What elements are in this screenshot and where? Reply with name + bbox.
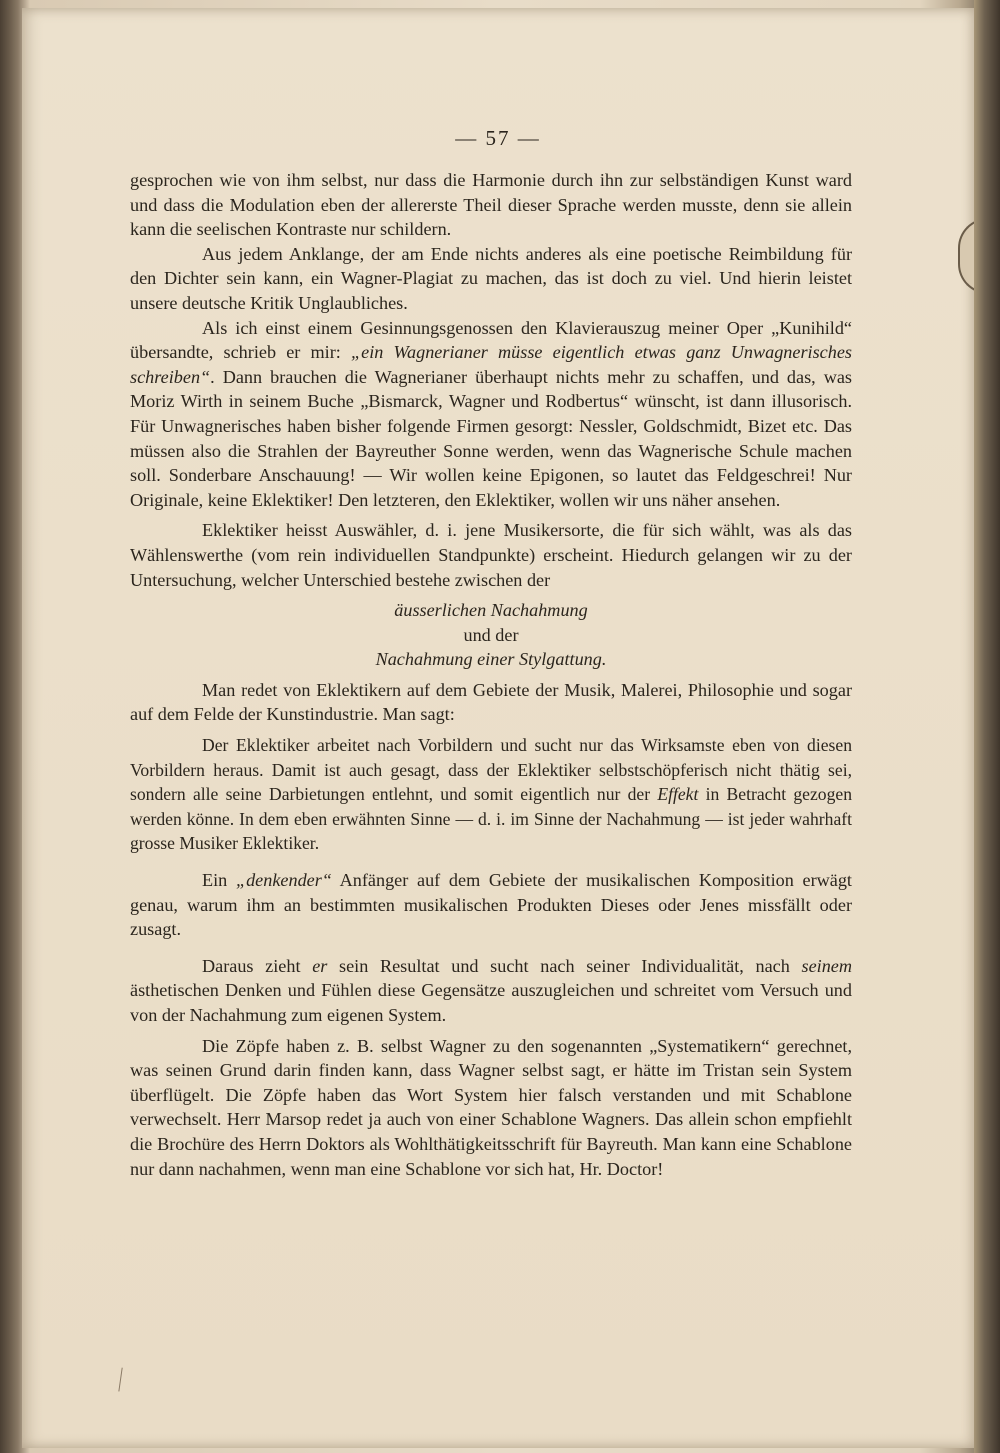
- text-run: Die Zöpfe haben z. B. selbst Wagner zu den sogenannten „Systematikern“ gerechnet, was seinen Grund darin finden kann, dass Wagner selbst sagt, er hätte im Tristan sein System überflügelt. Die Zöpfe haben das Wort System hier falsch verstanden und mit Schablone verwechselt. Herr Marsop redet ja auch von einer Schablone Wagners. Das allein schon empfiehlt die Brochüre des Herrn Doktors als Wohlthätigkeitsschrift für Bayreuth. Man kann eine Schablone nur dann nachahmen, wenn man eine Schablone vor sich hat, Hr. Doctor!: [130, 1035, 852, 1179]
- text-run: Man redet von Eklektikern auf dem Gebiete der Musik, Malerei, Philosophie und sogar auf dem Felde der Kunstindustrie. Man sagt:: [130, 679, 852, 725]
- margin-pencil-mark: [118, 1368, 128, 1393]
- paragraph-7: [130, 868, 852, 942]
- italic-run: „denkender“: [235, 870, 332, 891]
- heading-line-2: und der: [463, 624, 519, 645]
- italic-run: seinem: [801, 955, 853, 976]
- text-run: in Betracht gezogen werden könne. In dem eben erwähnten Sinne — d. i. im Sinne der Nachahmung — ist jeder wahrhaft grosse Musiker Eklektiker.: [130, 784, 852, 854]
- paragraph-8: [130, 954, 852, 1028]
- paragraph-3: [130, 316, 852, 513]
- italic-run: „ein Wagnerianer müsse eigentlich etwas ganz Unwagnerisches schreiben“: [130, 342, 852, 387]
- text-run: Der Eklektiker arbeitet nach Vorbildern und sucht nur das Wirksamste eben von diesen Vorbildern heraus. Damit ist auch gesagt, dass der Eklektiker selbstschöpferisch nicht thätig sei, sondern alle seine Darbietungen entlehnt, und somit eigentlich nur der: [130, 735, 852, 805]
- paragraph-4: [130, 518, 852, 592]
- text-run: Aus jedem Anklange, der am Ende nichts anderes als eine poetische Reimbildung für den Dichter sein kann, ein Wagner-Plagiat zu machen, das ist doch zu viel. Und hierin leistet unsere deutsche Kritik Unglaubliches.: [130, 243, 852, 313]
- body-text: [130, 168, 852, 1181]
- paragraph-1: [130, 168, 852, 242]
- paragraph-5: [130, 678, 852, 727]
- text-run: gesprochen wie von ihm selbst, nur dass die Harmonie durch ihn zur selbständigen Kunst ward und dass die Modulation eben der allererste Theil dieser Sprache werden musste, denn sie allein kann die seelischen Kontraste nur schildern.: [130, 170, 852, 240]
- text-run: Daraus zieht: [202, 955, 313, 976]
- text-run: sein Resultat und sucht nach seiner Individualität, nach: [327, 955, 802, 976]
- paragraph-2: [130, 242, 852, 316]
- italic-run: Effekt: [657, 784, 699, 805]
- text-run: Als ich einst einem Gesinnungsgenossen den Klavierauszug meiner Oper „Kunihild“ übersandte, schrieb er mir:: [130, 317, 852, 363]
- heading-line-3: Nachahmung einer Stylgattung.: [375, 649, 607, 670]
- text-run: . Dann brauchen die Wagnerianer überhaupt nichts mehr zu schaffen, und das, was Moriz Wirth in seinem Buche „Bismarck, Wagner und Rodbertus“ wünscht, ist dann illusorisch. Für Unwagnerisches haben bisher folgende Firmen gesorgt: Nessler, Goldschmidt, Bizet etc. Das müssen also die Strahlen der Bayreuther Sonne werden, wenn das Wagnerische Schule machen soll. Sonderbare Anschauung! — Wir wollen keine Epigonen, so lautet das Feldgeschrei! Nur Originale, keine Eklektiker! Den letzteren, den Eklektiker, wollen wir uns näher ansehen.: [130, 366, 852, 510]
- book-page: [22, 8, 974, 1448]
- paragraph-9: [130, 1034, 852, 1182]
- heading-line-1: äusserlichen Nachahmung: [394, 600, 588, 621]
- page-number: — 57 —: [455, 126, 541, 150]
- text-run: Eklektiker heisst Auswähler, d. i. jene Musikersorte, die für sich wählt, was als das Wählenswerthe (vom rein individuellen Standpunkte) erscheint. Hiedurch gelangen wir zu der Untersuchung, welcher Unterschied bestehe zwischen der: [130, 520, 852, 590]
- paragraph-6: [130, 733, 852, 856]
- book-edge: [974, 0, 1000, 1453]
- text-run: Anfänger auf dem Gebiete der musikalischen Komposition erwägt genau, warum ihm an bestimmten musikalischen Produkten Dieses oder Jenes missfällt oder zusagt.: [130, 870, 852, 940]
- text-run: ästhetischen Denken und Fühlen diese Gegensätze auszugleichen und schreitet vom Versuch und von der Nachahmung zum eigenen System.: [130, 980, 852, 1025]
- italic-run: er: [312, 955, 328, 976]
- text-run: Ein: [202, 870, 236, 891]
